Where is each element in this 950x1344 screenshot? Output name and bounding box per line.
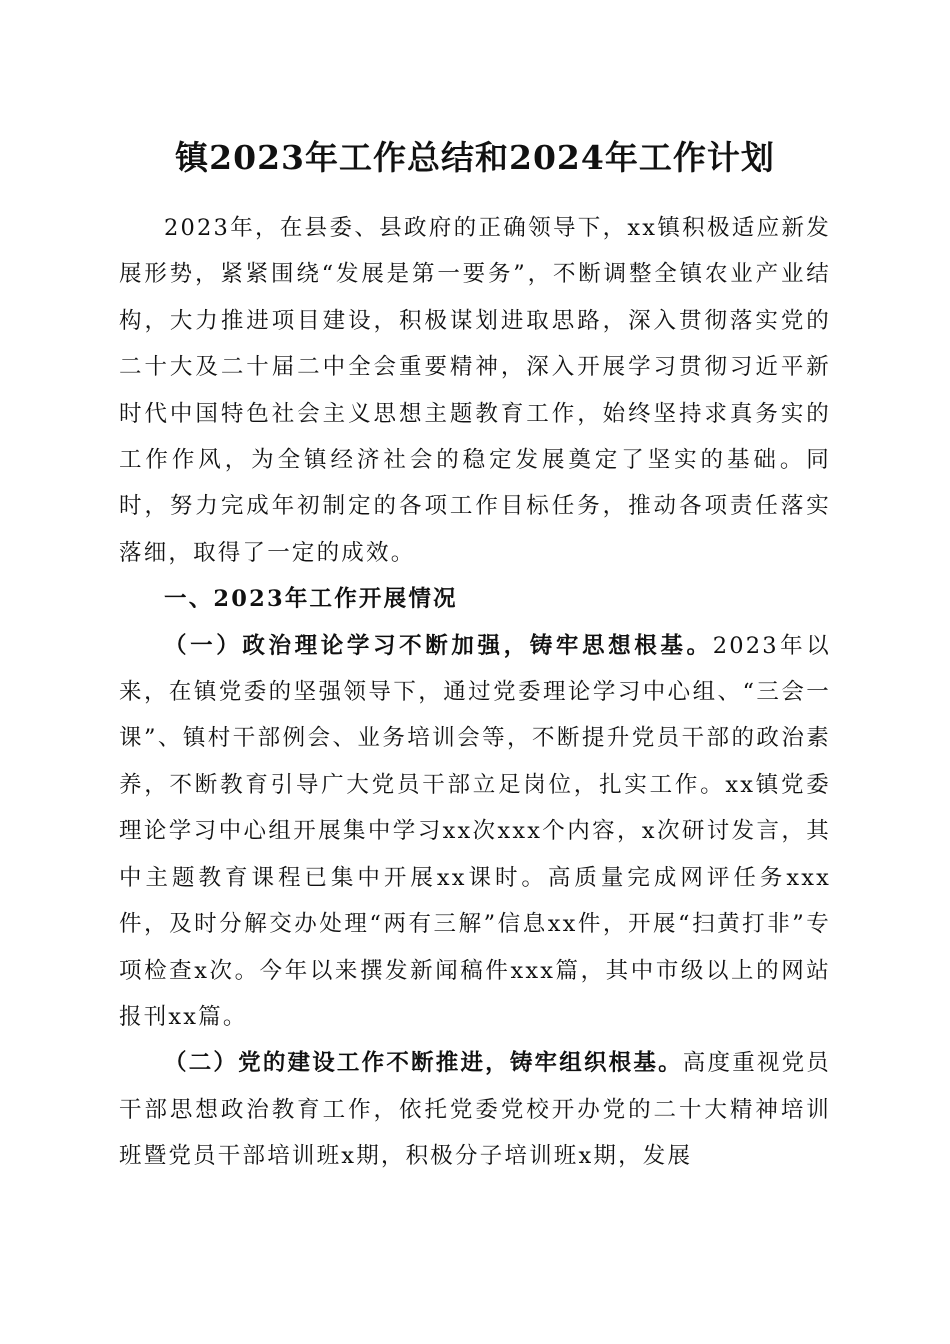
document-title: 镇2023年工作总结和2024年工作计划	[175, 138, 775, 177]
document-body	[119, 205, 831, 1180]
item-paragraph-1	[119, 623, 831, 1041]
item-2-lead: （二）党的建设工作不断推进，铸牢组织根基。	[164, 1050, 683, 1077]
section-heading: 一、2023年工作开展情况	[164, 586, 458, 613]
item-paragraph-2	[119, 1040, 831, 1179]
item-2-body: 高度重视党员干部思想政治教育工作，依托党委党校开办党的二十大精神培训班暨党员干部培训班x期，积极分子培训班x期，发展	[119, 1050, 831, 1170]
item-1-body: 2023年以来，在镇党委的坚强领导下，通过党委理论学习中心组、“三会一课”、镇村干部例会、业务培训会等，不断提升党员干部的政治素养，不断教育引导广大党员干部立足岗位，扎实工作。xx镇党委理论学习中心组开展集中学习xx次xxx个内容，x次研讨发言，其中主题教育课程已集中开展xx课时。高质量完成网评任务xxx件，及时分解交办处理“两有三解”信息xx件，开展“扫黄打非”专项检查x次。今年以来撰发新闻稿件xxx篇，其中市级以上的网站报刊xx篇。	[119, 632, 832, 1030]
intro-paragraph: 2023年，在县委、县政府的正确领导下，xx镇积极适应新发展形势，紧紧围绕“发展是第一要务”，不断调整全镇农业产业结构，大力推进项目建设，积极谋划进取思路，深入贯彻落实党的二十大及二十届二中全会重要精神，深入开展学习贯彻习近平新时代中国特色社会主义思想主题教育工作，始终坚持求真务实的工作作风，为全镇经济社会的稳定发展奠定了坚实的基础。同时，努力完成年初制定的各项工作目标任务，推动各项责任落实落细，取得了一定的成效。	[119, 215, 831, 566]
item-1-lead: （一）政治理论学习不断加强，铸牢思想根基。	[164, 632, 713, 659]
